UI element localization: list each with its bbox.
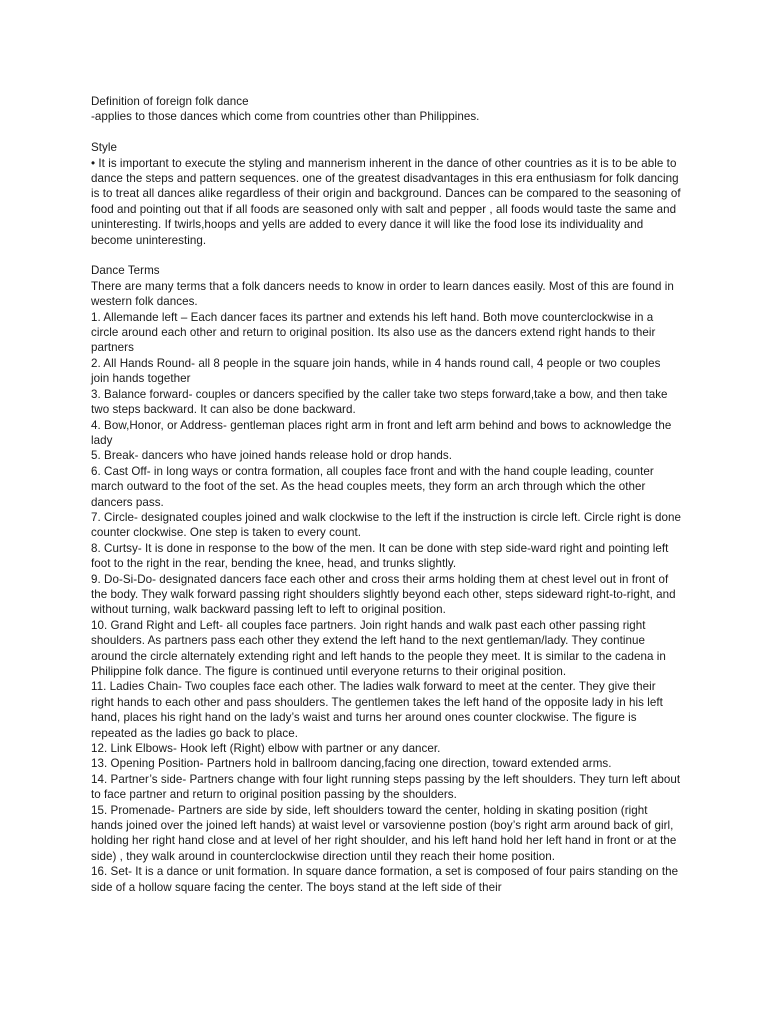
document-page: [91, 94, 681, 895]
paragraph-gap: [91, 248, 681, 263]
term-item: 14. Partner’s side- Partners change with four light running steps passing by the left shoulders. They turn left about to face partner and return to original position passing by the shoulders.: [91, 772, 681, 802]
term-item: 12. Link Elbows- Hook left (Right) elbow with partner or any dancer.: [91, 742, 441, 756]
dance-terms-intro: There are many terms that a folk dancers needs to know in order to learn dances easily. Most of this are found in western folk dances.: [91, 279, 674, 309]
style-text: • It is important to execute the styling and mannerism inherent in the dance of other countries as it is to be able to dance the steps and pattern sequences. one of the greatest disadvantages in this era enthusiasm for folk dancing is to treat all dances alike regardless of their origin and background. Dances can be compared to the seasoning of food and pointing out that if all foods are seasoned only with salt and pepper , all foods would taste the same and uninteresting. If twirls,hoops and yells are added to every dance it will like the food lose its individuality and become uninteresting.: [91, 156, 681, 247]
term-item: 4. Bow,Honor, or Address- gentleman places right arm in front and left arm behind and bows to acknowledge the lady: [91, 418, 672, 447]
term-item: 8. Curtsy- It is done in response to the bow of the men. It can be done with step side-ward right and pointing left foot to the right in the rear, bending the knee, head, and trunks slightly.: [91, 541, 669, 571]
term-item: 2. All Hands Round- all 8 people in the square join hands, while in 4 hands round call, 4 people or two couples join hands together: [91, 356, 661, 386]
dance-terms-heading: Dance Terms: [91, 264, 160, 278]
term-item: 5. Break- dancers who have joined hands release hold or drop hands.: [91, 449, 453, 463]
style-heading: Style: [91, 141, 118, 155]
paragraph-gap: [91, 125, 681, 140]
term-item: 11. Ladies Chain- Two couples face each other. The ladies walk forward to meet at the center. They give their right hands to each other and pass shoulders. The gentlemen takes the left hand of the opposite lady in his left hand, places his right hand on the lady’s waist and turns her around ones counter clockwise. The figure is repeated as the ladies go back to place.: [91, 680, 663, 740]
term-item: 1. Allemande left – Each dancer faces its partner and extends his left hand. Both move counterclockwise in a circle around each other and return to original position. Its also use as the dancers extend right hands to their partners: [91, 310, 656, 355]
definition-heading: Definition of foreign folk dance: [91, 95, 249, 108]
term-item: 7. Circle- designated couples joined and walk clockwise to the left if the instruction is circle left. Circle right is done counter clockwise. One step is taken to every count.: [91, 510, 681, 540]
term-item: 6. Cast Off- in long ways or contra formation, all couples face front and with the hand couple leading, counter march outward to the foot of the set. As the head couples meets, they form an arch through which the other dancers pass.: [91, 464, 654, 509]
definition-text: -applies to those dances which come from countries other than Philippines.: [91, 110, 480, 124]
term-item: 9. Do-Si-Do- designated dancers face each other and cross their arms holding them at chest level out in front of the body. They walk forward passing right shoulders slightly beyond each other, steps sideward right-to-right, and without turning, walk backward passing left to left to original position.: [91, 572, 676, 617]
term-item: 15. Promenade- Partners are side by side, left shoulders toward the center, holding in skating position (right hands joined over the joined left hands) at waist level or varsovienne postion (boy’s right arm around back of girl, holding her right hand close and at level of her right shoulder, and his left hand hold her left hand in front or at the side) , they walk around in counterclockwise direction until they reach their home position.: [91, 803, 677, 863]
term-item: 13. Opening Position- Partners hold in ballroom dancing,facing one direction, toward extended arms.: [91, 757, 612, 771]
term-item: 3. Balance forward- couples or dancers specified by the caller take two steps forward,take a bow, and then take two steps backward. It can also be done backward.: [91, 387, 668, 417]
term-item: 16. Set- It is a dance or unit formation. In square dance formation, a set is composed of four pairs standing on the side of a hollow square facing the center. The boys stand at the left side of their: [91, 865, 679, 894]
term-item: 10. Grand Right and Left- all couples face partners. Join right hands and walk past each other passing right shoulders. As partners pass each other they extend the left hand to the next gentleman/lady. They continue around the circle alternately extending right and left hands to the people they meet. It is similar to the cadena in Philippine folk dance. The figure is continued until everyone returns to their original position.: [91, 618, 666, 678]
